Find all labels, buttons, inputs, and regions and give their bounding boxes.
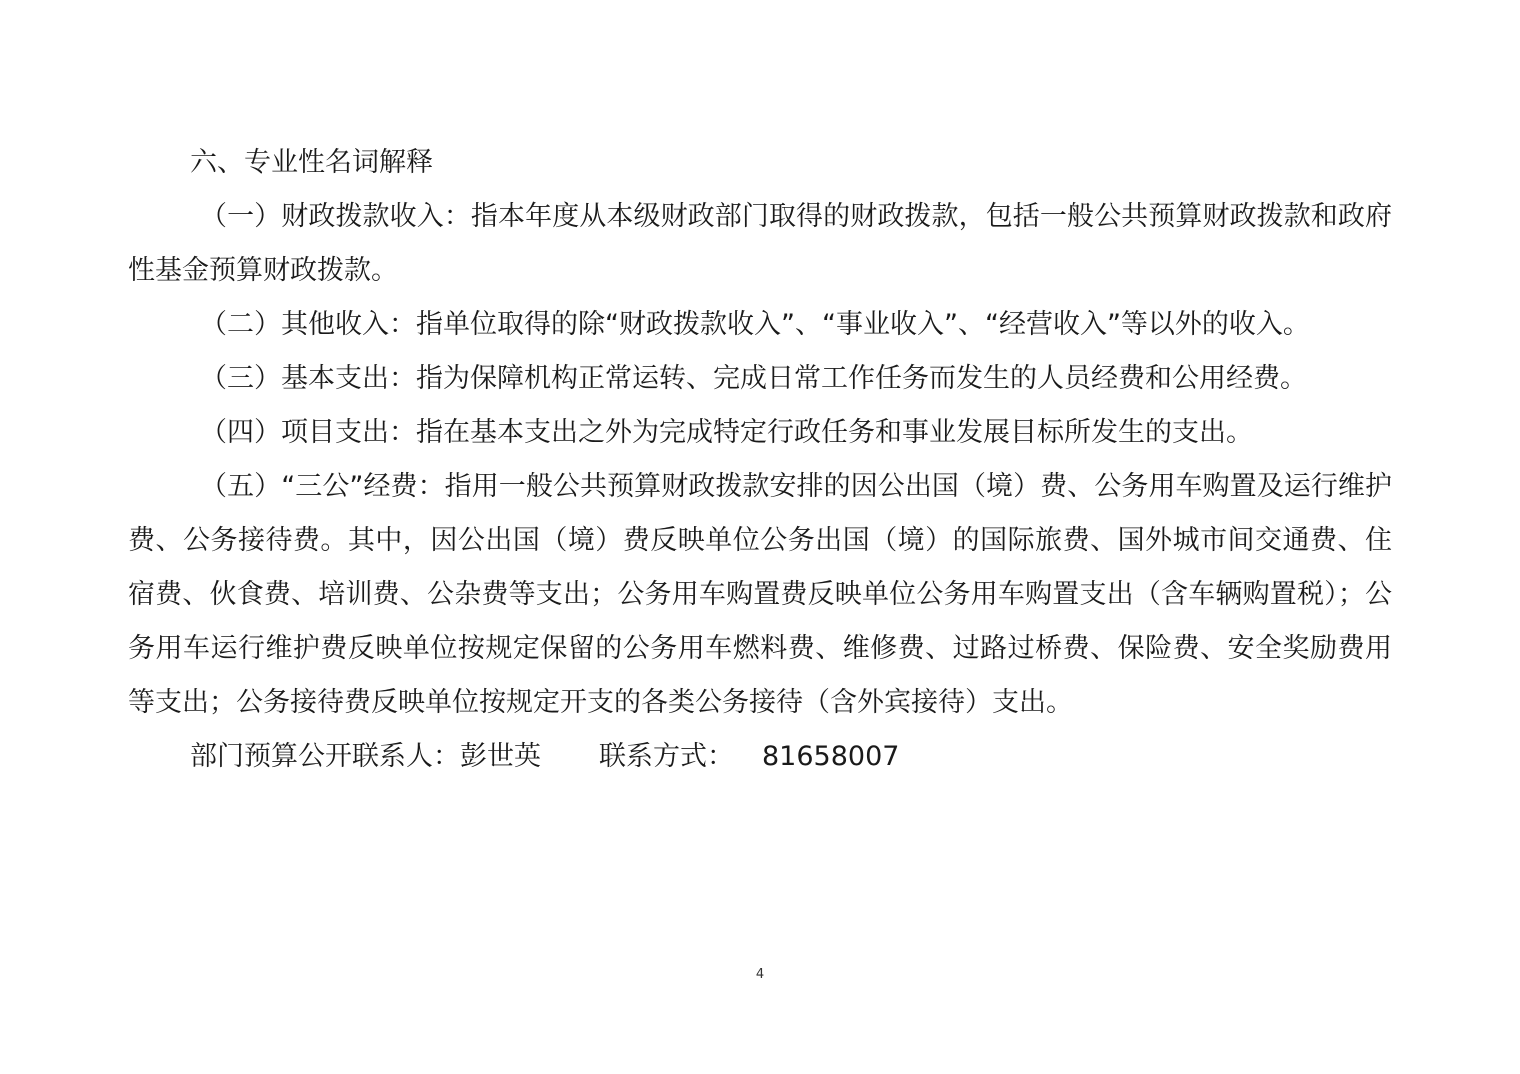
contact-name: 彭世英: [460, 741, 541, 772]
section-heading: 六、专业性名词解释: [190, 147, 433, 178]
paragraph-three-public-expenses: （五）“三公”经费：指用一般公共预算财政拨款安排的因公出国（境）费、公务用车购置及运行维护费、公务接待费。其中，因公出国（境）费反映单位公务出国（境）的国际旅费、国外城市间交通费、住宿费、伙食费、培训费、公杂费等支出；公务用车购置费反映单位公务用车购置支出（含车辆购置税）；公务用车运行维护费反映单位按规定保留的公务用车燃料费、维修费、过路过桥费、保险费、安全奖励费用等支出；公务接待费反映单位按规定开支的各类公务接待（含外宾接待）支出。: [128, 471, 1392, 718]
contact-phone: 81658007: [762, 741, 900, 772]
contact-method-label: 联系方式：: [599, 741, 734, 772]
page-number: 4: [755, 967, 765, 982]
document-body: [128, 136, 1392, 784]
paragraph-basic-expenditure: （三）基本支出：指为保障机构正常运转、完成日常工作任务而发生的人员经费和公用经费。: [200, 363, 1307, 394]
paragraph-fiscal-appropriation-income: （一）财政拨款收入：指本年度从本级财政部门取得的财政拨款，包括一般公共预算财政拨款和政府性基金预算财政拨款。: [128, 201, 1392, 286]
contact-label: 部门预算公开联系人：: [190, 741, 460, 772]
paragraph-other-income: （二）其他收入：指单位取得的除“财政拨款收入”、“事业收入”、“经营收入”等以外的收入。: [200, 309, 1310, 340]
contact-line: [128, 730, 1392, 784]
paragraph-project-expenditure: （四）项目支出：指在基本支出之外为完成特定行政任务和事业发展目标所发生的支出。: [200, 417, 1253, 448]
